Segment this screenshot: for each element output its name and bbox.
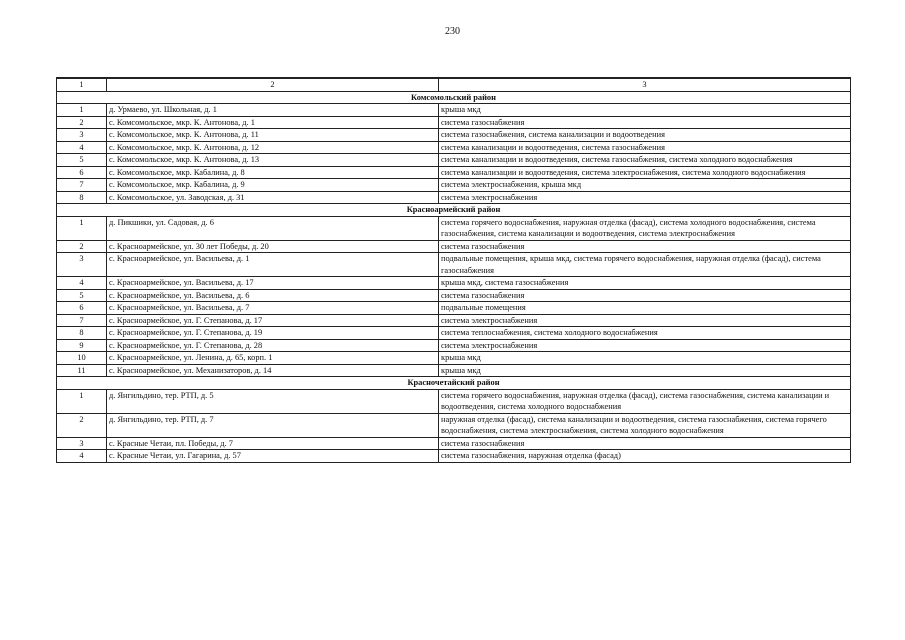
- table-row: [57, 437, 851, 450]
- table-row: [57, 129, 851, 142]
- district-header-row: [57, 377, 851, 390]
- table-row: [57, 104, 851, 117]
- page-number: 230: [445, 26, 460, 37]
- row-number: 6: [57, 302, 107, 315]
- systems-cell: система газоснабжения: [439, 437, 851, 450]
- systems-cell: система газоснабжения: [439, 240, 851, 253]
- systems-cell: система электроснабжения, крыша мкд: [439, 179, 851, 192]
- address-cell: с. Комсомольское, мкр. К. Антонова, д. 11: [107, 129, 439, 142]
- address-cell: с. Красноармейское, ул. 30 лет Победы, д. 20: [107, 240, 439, 253]
- address-cell: с. Комсомольское, мкр. К. Антонова, д. 1: [107, 116, 439, 129]
- table-row: [57, 314, 851, 327]
- systems-cell: система канализации и водоотведения, система газоснабжения: [439, 141, 851, 154]
- address-cell: д. Янгильдино, тер. РТП, д. 7: [107, 413, 439, 437]
- systems-cell: система горячего водоснабжения, наружная отделка (фасад), система газоснабжения, система канализации и водоотведения, система холодного водоснабжения: [439, 389, 851, 413]
- table-row: [57, 389, 851, 413]
- systems-cell: наружная отделка (фасад), система канализации и водоотведения, система газоснабжения, система горячего водоснабжения, система электроснабжения, система холодного водоснабжения: [439, 413, 851, 437]
- systems-cell: система горячего водоснабжения, наружная отделка (фасад), система холодного водоснабжения, система газоснабжения, система канализации и водоотведения, система электроснабжения: [439, 216, 851, 240]
- row-number: 9: [57, 339, 107, 352]
- systems-cell: система теплоснабжения, система холодного водоснабжения: [439, 327, 851, 340]
- address-cell: д. Урмаево, ул. Школьная, д. 1: [107, 104, 439, 117]
- address-cell: с. Красные Четаи, пл. Победы, д. 7: [107, 437, 439, 450]
- systems-cell: система электроснабжения: [439, 339, 851, 352]
- systems-cell: подвальные помещения: [439, 302, 851, 315]
- table-row: [57, 277, 851, 290]
- row-number: 1: [57, 216, 107, 240]
- address-cell: с. Комсомольское, мкр. К. Антонова, д. 12: [107, 141, 439, 154]
- buildings-table: [56, 77, 851, 463]
- systems-cell: система газоснабжения, система канализации и водоотведения: [439, 129, 851, 142]
- address-cell: с. Комсомольское, мкр. Кабалина, д. 8: [107, 166, 439, 179]
- header-cell-col-3: 3: [439, 78, 851, 91]
- row-number: 4: [57, 141, 107, 154]
- row-number: 5: [57, 289, 107, 302]
- row-number: 3: [57, 437, 107, 450]
- header-cell-col-2: 2: [107, 78, 439, 91]
- systems-cell: система канализации и водоотведения, система газоснабжения, система холодного водоснабжения: [439, 154, 851, 167]
- systems-cell: крыша мкд, система газоснабжения: [439, 277, 851, 290]
- table-row: [57, 154, 851, 167]
- address-cell: с. Красноармейское, ул. Васильева, д. 1: [107, 253, 439, 277]
- row-number: 8: [57, 191, 107, 204]
- table-row: [57, 116, 851, 129]
- address-cell: с. Красные Четаи, ул. Гагарина, д. 57: [107, 450, 439, 463]
- systems-cell: крыша мкд: [439, 352, 851, 365]
- address-cell: с. Комсомольское, мкр. К. Антонова, д. 13: [107, 154, 439, 167]
- table-row: [57, 302, 851, 315]
- district-title: Комсомольский район: [57, 91, 851, 104]
- row-number: 5: [57, 154, 107, 167]
- row-number: 1: [57, 104, 107, 117]
- table-row: [57, 327, 851, 340]
- systems-cell: подвальные помещения, крыша мкд, система горячего водоснабжения, наружная отделка (фасад), система газоснабжения: [439, 253, 851, 277]
- table-row: [57, 413, 851, 437]
- table-row: [57, 352, 851, 365]
- district-title: Красноармейский район: [57, 204, 851, 217]
- row-number: 4: [57, 450, 107, 463]
- address-cell: с. Красноармейское, ул. Механизаторов, д. 14: [107, 364, 439, 377]
- table-row: [57, 450, 851, 463]
- address-cell: с. Красноармейское, ул. Ленина, д. 65, корп. 1: [107, 352, 439, 365]
- row-number: 1: [57, 389, 107, 413]
- row-number: 6: [57, 166, 107, 179]
- systems-cell: система газоснабжения: [439, 116, 851, 129]
- table-row: [57, 339, 851, 352]
- systems-cell: система электроснабжения: [439, 191, 851, 204]
- table-header-row: [57, 78, 851, 91]
- row-number: 2: [57, 413, 107, 437]
- systems-cell: крыша мкд: [439, 104, 851, 117]
- address-cell: с. Комсомольское, ул. Заводская, д. 31: [107, 191, 439, 204]
- row-number: 3: [57, 129, 107, 142]
- table-row: [57, 166, 851, 179]
- row-number: 7: [57, 179, 107, 192]
- systems-cell: система канализации и водоотведения, система электроснабжения, система холодного водоснабжения: [439, 166, 851, 179]
- address-cell: с. Красноармейское, ул. Г. Степанова, д. 28: [107, 339, 439, 352]
- district-header-row: [57, 204, 851, 217]
- table-row: [57, 191, 851, 204]
- address-cell: с. Красноармейское, ул. Г. Степанова, д. 19: [107, 327, 439, 340]
- table-row: [57, 240, 851, 253]
- systems-cell: система электроснабжения: [439, 314, 851, 327]
- table-row: [57, 216, 851, 240]
- district-header-row: [57, 91, 851, 104]
- row-number: 3: [57, 253, 107, 277]
- systems-cell: система газоснабжения: [439, 289, 851, 302]
- address-cell: с. Красноармейское, ул. Васильева, д. 17: [107, 277, 439, 290]
- address-cell: с. Красноармейское, ул. Васильева, д. 6: [107, 289, 439, 302]
- address-cell: с. Комсомольское, мкр. Кабалина, д. 9: [107, 179, 439, 192]
- row-number: 10: [57, 352, 107, 365]
- systems-cell: система газоснабжения, наружная отделка (фасад): [439, 450, 851, 463]
- row-number: 7: [57, 314, 107, 327]
- row-number: 2: [57, 240, 107, 253]
- address-cell: д. Пикшики, ул. Садовая, д. 6: [107, 216, 439, 240]
- row-number: 2: [57, 116, 107, 129]
- row-number: 4: [57, 277, 107, 290]
- address-cell: с. Красноармейское, ул. Г. Степанова, д. 17: [107, 314, 439, 327]
- table-row: [57, 364, 851, 377]
- table-row: [57, 141, 851, 154]
- table-row: [57, 179, 851, 192]
- table-row: [57, 289, 851, 302]
- header-cell-col-1: 1: [57, 78, 107, 91]
- row-number: 8: [57, 327, 107, 340]
- district-title: Красночетайский район: [57, 377, 851, 390]
- address-cell: с. Красноармейское, ул. Васильева, д. 7: [107, 302, 439, 315]
- row-number: 11: [57, 364, 107, 377]
- systems-cell: крыша мкд: [439, 364, 851, 377]
- table-row: [57, 253, 851, 277]
- address-cell: д. Янгильдино, тер. РТП, д. 5: [107, 389, 439, 413]
